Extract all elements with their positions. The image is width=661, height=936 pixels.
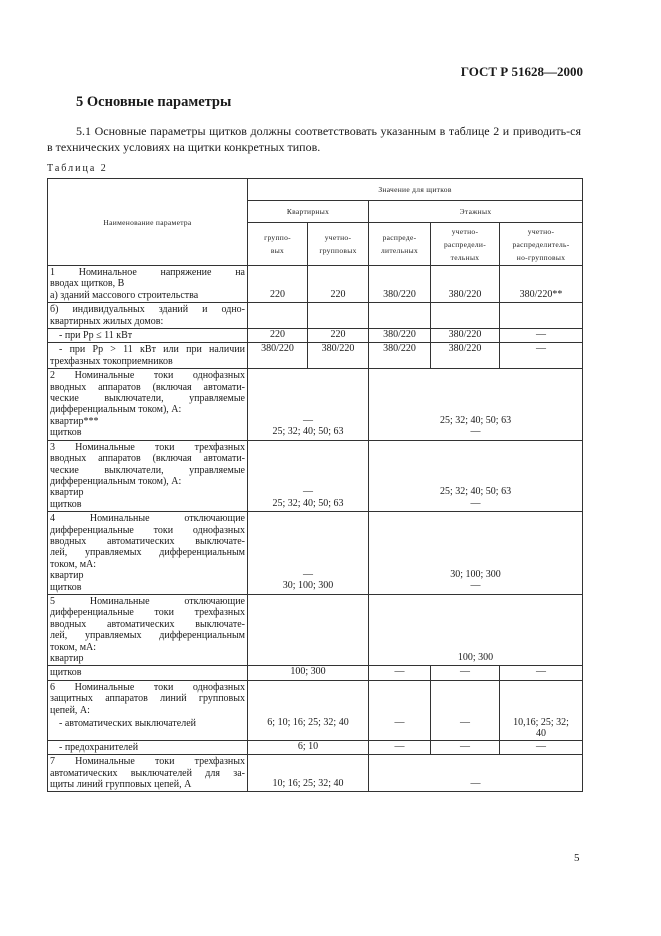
section-paragraph: 5.1 Основные параметры щитков должны соответствовать указанным в таблице 2 и приводить-ся в технических условиях на щитки конкретных типов. [47, 124, 581, 154]
param-name: 7 Номинальные токи трехфазных автоматических выключателей для за- щиты линий групповых цепей, А [48, 755, 248, 792]
standard-number: ГОСТ Р 51628—2000 [460, 64, 583, 79]
param-name: - при Pр ≤ 11 кВт [48, 329, 248, 343]
table-row: - при Pр > 11 кВт или при наличии трехфазных токоприемников 380/220 380/220 380/220 380/220 — [48, 343, 583, 369]
table-row: 1 Номинальное напряжение на вводах щитков, В а) зданий массового строительства 220 220 380/220 380/220 380/220** [48, 266, 583, 303]
table-row [48, 303, 583, 329]
param-name: щитков [48, 666, 248, 680]
param-name: 3 Номинальные токи трехфазных вводных аппаратов (включая автомати- ческие выключатели, управляемые дифференциальным током), А: квартир щитков [48, 440, 248, 511]
param-name: 6 Номинальные токи однофазных защитных аппаратов линий групповых цепей, А: - автоматических выключателей [48, 680, 248, 740]
section-title: 5 Основные параметры [76, 94, 232, 110]
table-row: - при Pр ≤ 11 кВт 220 220 380/220 380/220 — [48, 329, 583, 343]
header-group: группо- вых [248, 223, 308, 266]
header-distribution: распреде- лительных [369, 223, 431, 266]
header-floor: Этажных [369, 201, 583, 223]
parameters-table [47, 178, 583, 792]
table-row: щитков 100; 300 — — — [48, 666, 583, 680]
param-name: 2 Номинальные токи однофазных вводных аппаратов (включая автомати- ческие выключатели, управляемые дифференциальным током), А: квартир*** щитков [48, 369, 248, 440]
table-row: 7 Номинальные токи трехфазных автоматических выключателей для за- щиты линий групповых цепей, А 10; 16; 25; 32; 40 — [48, 755, 583, 792]
header-metering-distribution-group: учетно- распределитель- но-групповых [500, 223, 583, 266]
table-row: 5 Номинальные отключающие дифференциальные токи трехфазных вводных автоматических выключате- лей, управляемых дифференциальным током, мА: квартир 100; 300 [48, 594, 583, 665]
header-metering-group: учетно- групповых [308, 223, 369, 266]
param-name: 4 Номинальные отключающие дифференциальные токи однофазных вводных автоматических выключате- лей, управляемых дифференциальным током, мА: квартир щитков [48, 512, 248, 595]
header-values-for: Значение для щитков [248, 179, 583, 201]
table-row: 3 Номинальные токи трехфазных вводных аппаратов (включая автомати- ческие выключатели, управляемые дифференциальным током), А: квартир щитков — 25; 32; 40; 50; 63 25; 32; 40; 50; 63 — [48, 440, 583, 511]
param-name: - предохранителей [48, 740, 248, 754]
header-metering-distribution: учетно- распредели- тельных [431, 223, 500, 266]
param-name: - при Pр > 11 кВт или при наличии трехфазных токоприемников [48, 343, 248, 369]
param-name: 1 Номинальное напряжение на вводах щитков, В а) зданий массового строительства [48, 266, 248, 303]
table-row: 6 Номинальные токи однофазных защитных аппаратов линий групповых цепей, А: - автоматических выключателей 6; 10; 16; 25; 32; 40 — — 10,16; 25; 32; 40 [48, 680, 583, 740]
page-number: 5 [574, 852, 580, 864]
header-param: Наименование параметра [48, 179, 248, 266]
header-apartment: Квартирных [248, 201, 369, 223]
table-row: 2 Номинальные токи однофазных вводных аппаратов (включая автомати- ческие выключатели, управляемые дифференциальным током), А: квартир*** щитков — 25; 32; 40; 50; 63 25; 32; 40; 50; 63 — [48, 369, 583, 440]
table-row: - предохранителей 6; 10 — — — [48, 740, 583, 754]
param-name: 5 Номинальные отключающие дифференциальные токи трехфазных вводных автоматических выключате- лей, управляемых дифференциальным током, мА: квартир [48, 594, 248, 665]
param-name: б) индивидуальных зданий и одно- квартирных жилых домов: [48, 303, 248, 329]
table-caption: Таблица 2 [47, 163, 108, 174]
table-row: 4 Номинальные отключающие дифференциальные токи однофазных вводных автоматических выключате- лей, управляемых дифференциальным током, мА: квартир щитков — 30; 100; 300 30; 100; 300 — [48, 512, 583, 595]
